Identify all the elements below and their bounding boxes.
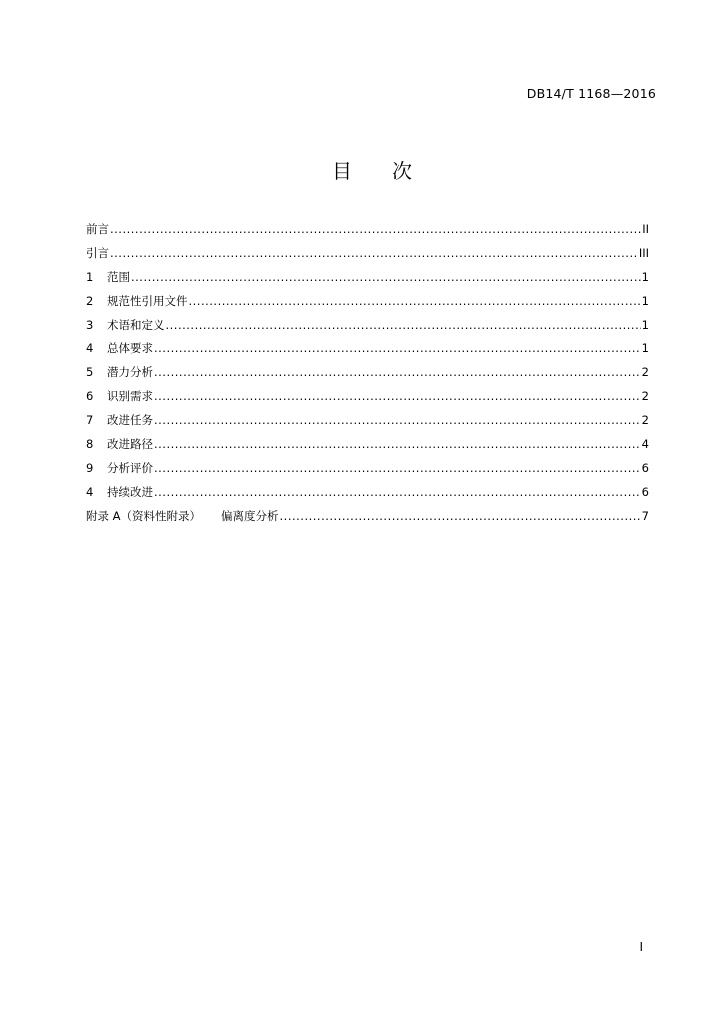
toc-entry-page: 1: [641, 269, 649, 284]
toc-entry[interactable]: [86, 245, 649, 269]
toc-title-char-2: 次: [392, 159, 412, 183]
toc-entry-number: 6: [86, 389, 94, 404]
toc-title-char-1: 目: [332, 159, 352, 183]
toc-entry-number: 7: [86, 413, 94, 428]
toc-leader-dots: [166, 318, 641, 332]
toc-leader-dots: [110, 222, 641, 236]
toc-leader-dots: [154, 413, 641, 427]
standard-code: DB14/T 1168—2016: [526, 86, 656, 101]
toc-entry-label: 引言: [86, 245, 109, 260]
toc-entry[interactable]: [86, 317, 649, 341]
toc-entry-label: 规范性引用文件: [107, 293, 188, 308]
toc-leader-dots: [189, 294, 641, 308]
toc-entry-number: 5: [86, 365, 94, 380]
toc-leader-dots: [154, 461, 641, 475]
toc-title: [0, 155, 724, 184]
toc-entry-number: 4: [86, 484, 94, 499]
toc-entry-page: II: [642, 222, 649, 236]
toc-entry[interactable]: [86, 221, 649, 245]
toc-entry-label: 识别需求: [107, 389, 153, 404]
toc-entry-label: 改进路径: [107, 437, 153, 452]
toc-entry-label: [86, 508, 279, 524]
toc-entry-page: 6: [641, 460, 649, 475]
toc-entry-number: 9: [86, 460, 94, 475]
toc-entry-page: 2: [641, 413, 649, 428]
toc-entry[interactable]: [86, 388, 649, 412]
toc-entry-label: 术语和定义: [107, 317, 165, 332]
toc-entry-page: 4: [641, 437, 649, 452]
toc-entry-page: 1: [641, 293, 649, 308]
toc-entry[interactable]: [86, 484, 649, 508]
toc-leader-dots: [154, 437, 641, 451]
page-number: I: [639, 940, 643, 954]
toc-entry-label: 分析评价: [107, 460, 153, 475]
toc-leader-dots: [154, 485, 641, 499]
toc-entry[interactable]: [86, 269, 649, 293]
toc-entry-page: 1: [641, 341, 649, 356]
toc-entry-label: 前言: [86, 222, 109, 236]
toc-entry-label: 持续改进: [107, 484, 153, 499]
table-of-contents: [86, 221, 649, 532]
toc-leader-dots: [280, 509, 641, 523]
toc-entry[interactable]: [86, 293, 649, 317]
toc-leader-dots: [110, 246, 638, 260]
toc-entry-label: 总体要求: [107, 341, 153, 356]
appendix-designation: 附录 A（资料性附录）: [86, 508, 202, 523]
toc-entry-label: 潜力分析: [107, 365, 153, 380]
toc-entry-page: 6: [641, 484, 649, 499]
toc-entry[interactable]: [86, 412, 649, 436]
toc-entry-label: 范围: [107, 269, 130, 284]
toc-entry-page: 7: [641, 508, 649, 523]
toc-entry-appendix[interactable]: [86, 508, 649, 532]
toc-leader-dots: [154, 389, 641, 403]
toc-entry-page: 2: [641, 389, 649, 404]
toc-entry[interactable]: [86, 340, 649, 364]
toc-entry[interactable]: [86, 460, 649, 484]
toc-entry[interactable]: [86, 364, 649, 388]
toc-entry-number: 1: [86, 269, 94, 284]
toc-entry-number: 2: [86, 293, 94, 308]
toc-entry-label: 改进任务: [107, 413, 153, 428]
appendix-title: 偏离度分析: [221, 508, 279, 523]
toc-entry-page: 1: [641, 317, 649, 332]
toc-entry-number: 4: [86, 341, 94, 356]
toc-entry-page: III: [638, 245, 649, 260]
toc-entry[interactable]: [86, 436, 649, 460]
toc-leader-dots: [154, 341, 641, 355]
toc-leader-dots: [154, 365, 641, 379]
toc-leader-dots: [131, 270, 641, 284]
toc-entry-number: 8: [86, 437, 94, 452]
toc-entry-page: 2: [641, 365, 649, 380]
toc-entry-number: 3: [86, 317, 94, 332]
